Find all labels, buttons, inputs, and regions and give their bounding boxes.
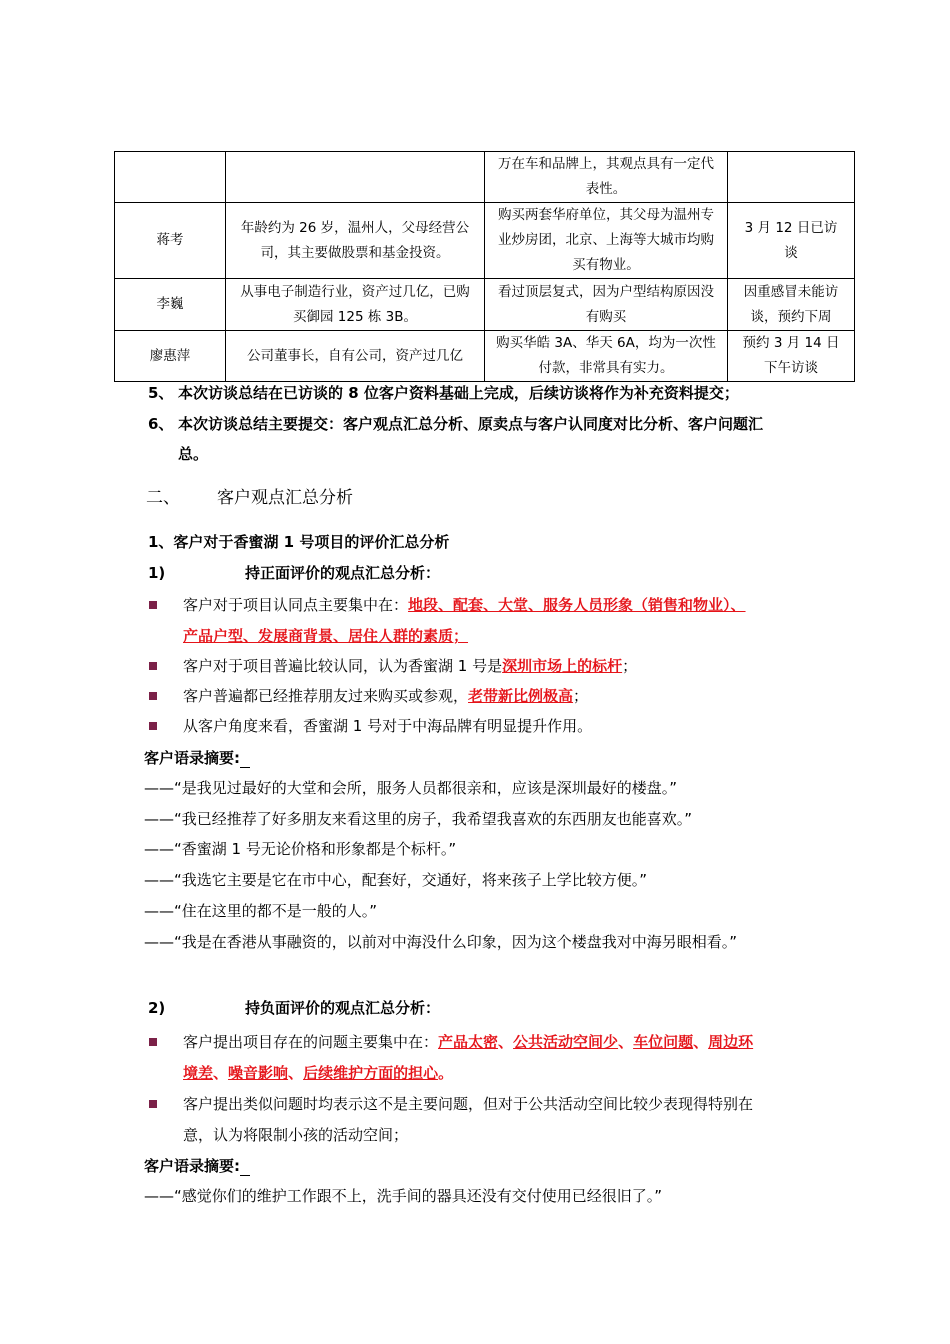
bullet-text: 客户提出项目存在的问题主要集中在： bbox=[183, 1033, 439, 1051]
bullet-text: 客户对于项目普遍比较认同，认为香蜜湖 1 号是 bbox=[183, 657, 503, 675]
quotes-label-text: 客户语录摘要: bbox=[144, 749, 240, 767]
customer-name-cell bbox=[115, 152, 226, 203]
bullet-icon bbox=[149, 722, 157, 730]
quote-item: ——“感觉你们的维护工作跟不上，洗手间的器具还没有交付使用已经很旧了。” bbox=[144, 1187, 663, 1205]
quote-item: ——“我选它主要是它在市中心，配套好，交通好，将来孩子上学比较方便。” bbox=[144, 871, 648, 889]
quote-item: ——“是我见过最好的大堂和会所，服务人员都很亲和，应该是深圳最好的楼盘。” bbox=[144, 779, 678, 797]
highlight-text: 境差 bbox=[183, 1064, 214, 1082]
purchase-cell: 购买两套华府单位，其父母为温州专业炒房团，北京、上海等大城市均购买有物业。 bbox=[485, 203, 728, 279]
bullet-icon bbox=[149, 1100, 157, 1108]
interview-status-cell: 预约 3 月 14 日下午访谈 bbox=[728, 331, 855, 382]
highlight-text: 、 bbox=[288, 1064, 304, 1082]
interview-status-cell: 因重感冒未能访谈，预约下周 bbox=[728, 279, 855, 331]
highlight-text: 。 bbox=[438, 1064, 454, 1082]
highlight-text: 噪音影响 bbox=[228, 1064, 289, 1082]
positive-bullet-1-cont bbox=[183, 626, 468, 646]
negative-bullet-2-line2: 意，认为将限制小孩的活动空间； bbox=[183, 1126, 409, 1144]
section-number: 二、 bbox=[146, 488, 180, 508]
customer-name-cell: 李巍 bbox=[115, 279, 226, 331]
note-6-text-line1: 本次访谈总结主要提交：客户观点汇总分析、原卖点与客户认同度对比分析、客户问题汇 bbox=[178, 415, 764, 433]
negative-bullet-1 bbox=[183, 1032, 753, 1052]
customer-background-cell: 年龄约为 26 岁，温州人，父母经营公司，其主要做股票和基金投资。 bbox=[226, 203, 485, 279]
quote-item: ——“香蜜湖 1 号无论价格和形象都是个标杆。” bbox=[144, 840, 457, 858]
purchase-cell: 万在车和品牌上，其观点具有一定代表性。 bbox=[485, 152, 728, 203]
quotes-label bbox=[144, 1156, 250, 1176]
customer-background-cell: 公司董事长，自有公司，资产过几亿 bbox=[226, 331, 485, 382]
customer-name-cell: 蒋考 bbox=[115, 203, 226, 279]
underline-blank bbox=[240, 1161, 250, 1176]
positive-bullet-1 bbox=[183, 595, 746, 615]
negative-number: 2) bbox=[148, 999, 166, 1017]
highlight-text: 公共活动空间少 bbox=[513, 1033, 619, 1051]
bullet-icon bbox=[149, 1038, 157, 1046]
highlight-text: 地段、配套、大堂、服务人员形象（销售和物业）、 bbox=[408, 596, 746, 614]
bullet-text-end: ； bbox=[622, 657, 638, 675]
quotes-label bbox=[144, 748, 250, 768]
quote-item: ——“住在这里的都不是一般的人。” bbox=[144, 902, 378, 920]
underline-blank bbox=[240, 753, 250, 768]
bullet-icon bbox=[149, 662, 157, 670]
bullet-icon bbox=[149, 601, 157, 609]
table-row bbox=[115, 152, 855, 203]
highlight-text: 车位问题 bbox=[633, 1033, 694, 1051]
highlight-text: 、 bbox=[618, 1033, 634, 1051]
table-row bbox=[115, 331, 855, 382]
positive-bullet-2 bbox=[183, 656, 637, 676]
highlight-text: 、 bbox=[693, 1033, 709, 1051]
positive-number: 1) bbox=[148, 564, 166, 582]
table-row bbox=[115, 279, 855, 331]
highlight-text: 深圳市场上的标杆 bbox=[502, 657, 623, 675]
highlight-text: 周边环 bbox=[708, 1033, 754, 1051]
highlight-text: 后续维护方面的担心 bbox=[303, 1064, 439, 1082]
positive-bullet-4: 从客户角度来看，香蜜湖 1 号对于中海品牌有明显提升作用。 bbox=[183, 717, 593, 735]
subsection-title: 1、客户对于香蜜湖 1 号项目的评价汇总分析 bbox=[148, 533, 450, 551]
purchase-cell: 购买华皓 3A、华天 6A，均为一次性付款，非常具有实力。 bbox=[485, 331, 728, 382]
bullet-text: 客户对于项目认同点主要集中在： bbox=[183, 596, 409, 614]
negative-bullet-2-line1: 客户提出类似问题时均表示这不是主要问题，但对于公共活动空间比较少表现得特别在 bbox=[183, 1095, 754, 1113]
negative-title: 持负面评价的观点汇总分析： bbox=[245, 999, 441, 1017]
bullet-icon bbox=[149, 692, 157, 700]
note-5-text: 本次访谈总结在已访谈的 8 位客户资料基础上完成，后续访谈将作为补充资料提交； bbox=[178, 384, 739, 402]
highlight-text: 老带新比例极高 bbox=[468, 687, 574, 705]
highlight-text: 产品太密 bbox=[438, 1033, 499, 1051]
interview-status-cell bbox=[728, 152, 855, 203]
highlight-text: 产品户型、发展商背景、居住人群的素质； bbox=[183, 627, 469, 645]
purchase-cell: 看过顶层复式，因为户型结构原因没有购买 bbox=[485, 279, 728, 331]
customer-name-cell: 廖惠萍 bbox=[115, 331, 226, 382]
quote-item: ——“我已经推荐了好多朋友来看这里的房子，我希望我喜欢的东西朋友也能喜欢。” bbox=[144, 810, 693, 828]
quote-item: ——“我是在香港从事融资的，以前对中海没什么印象，因为这个楼盘我对中海另眼相看。” bbox=[144, 933, 738, 951]
positive-title: 持正面评价的观点汇总分析： bbox=[245, 564, 441, 582]
note-6-text-line2: 总。 bbox=[178, 445, 209, 463]
highlight-text: 、 bbox=[498, 1033, 514, 1051]
customer-interview-table bbox=[114, 151, 855, 382]
note-5-number: 5、 bbox=[148, 384, 174, 402]
quotes-label-text: 客户语录摘要: bbox=[144, 1157, 240, 1175]
note-6-number: 6、 bbox=[148, 415, 174, 433]
customer-background-cell bbox=[226, 152, 485, 203]
customer-background-cell: 从事电子制造行业，资产过几亿，已购买御园 125 栋 3B。 bbox=[226, 279, 485, 331]
negative-bullet-1-cont bbox=[183, 1063, 453, 1083]
table-row bbox=[115, 203, 855, 279]
positive-bullet-3 bbox=[183, 686, 588, 706]
bullet-text-end: ； bbox=[573, 687, 589, 705]
interview-status-cell: 3 月 12 日已访谈 bbox=[728, 203, 855, 279]
highlight-text: 、 bbox=[213, 1064, 229, 1082]
bullet-text: 客户普遍都已经推荐朋友过来购买或参观， bbox=[183, 687, 469, 705]
section-title: 客户观点汇总分析 bbox=[217, 488, 353, 508]
